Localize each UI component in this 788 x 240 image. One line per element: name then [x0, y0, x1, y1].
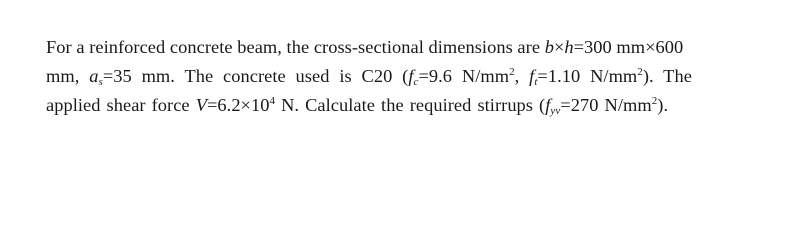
text-segment: mm, [46, 66, 90, 86]
fc-value: =9.6 N/mm [418, 66, 510, 86]
superscript-4: 4 [269, 95, 276, 107]
variable-h: h [564, 37, 574, 57]
variable-v: V [195, 95, 207, 115]
subscript-c: c [413, 76, 419, 88]
variable-f: f [408, 66, 414, 86]
ft-value: =1.10 N/mm [537, 66, 638, 86]
dimension-value: =300 mm×600 [573, 37, 684, 57]
problem-line-1 [46, 36, 683, 58]
problem-line-2 [46, 65, 692, 87]
fyv-value: =270 N/mm [560, 95, 652, 115]
shear-value: =6.2×10 [207, 95, 270, 115]
subscript-s: s [98, 76, 103, 88]
times-sign: × [553, 37, 565, 57]
text-segment: =35 mm. The concrete used is C20 ( [102, 66, 409, 86]
text-segment: For a reinforced concrete beam, the cross-sectional dimensions are [46, 37, 545, 57]
comma: , [514, 66, 530, 86]
text-segment: ). [657, 95, 669, 115]
text-segment: applied shear force [46, 95, 196, 115]
variable-f: f [545, 95, 551, 115]
variable-f: f [529, 66, 535, 86]
variable-a: a [89, 66, 99, 86]
problem-line-3 [46, 94, 668, 116]
superscript-2: 2 [509, 66, 515, 78]
subscript-yv: yv [550, 105, 561, 117]
subscript-t: t [534, 76, 538, 88]
text-segment: ). The [642, 66, 692, 86]
text-segment: N. Calculate the required stirrups ( [275, 95, 546, 115]
variable-b: b [544, 37, 554, 57]
superscript-2: 2 [651, 95, 658, 107]
superscript-2: 2 [637, 66, 643, 78]
